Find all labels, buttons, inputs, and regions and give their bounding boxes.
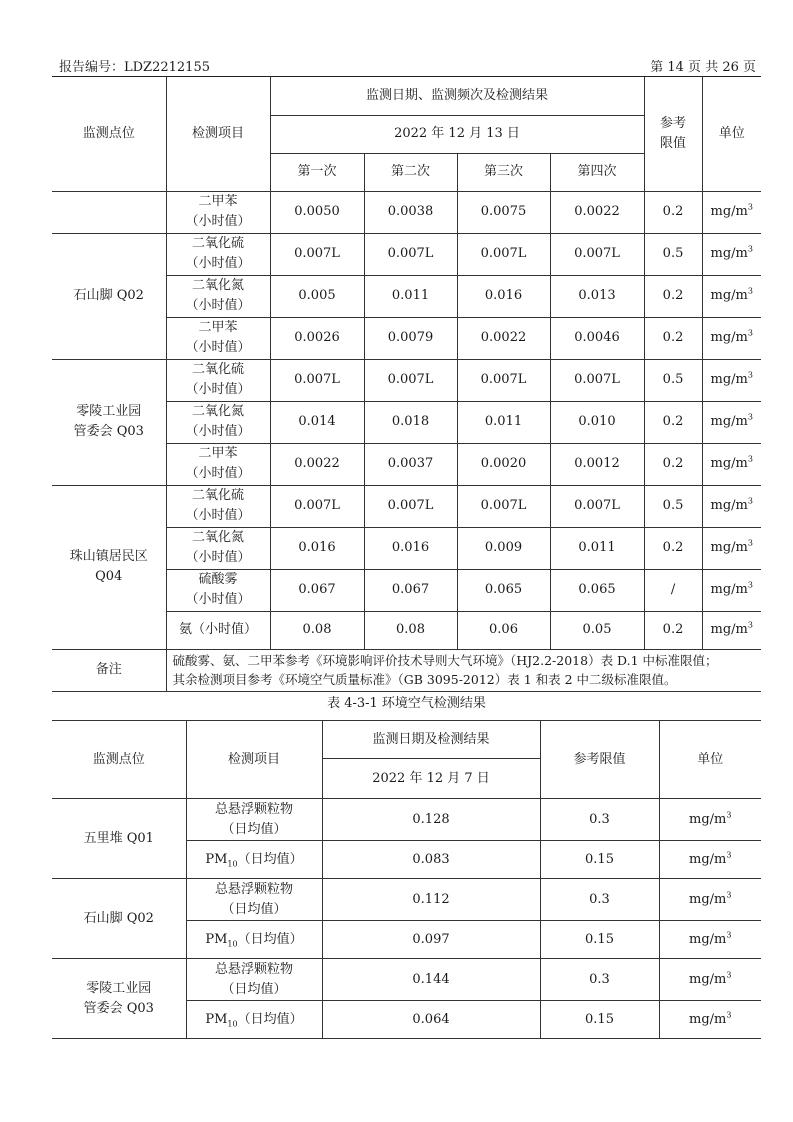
ref-cell: 0.3 — [540, 959, 659, 1001]
unit-cell: $mg/m^3$ — [659, 959, 761, 1001]
monitoring-table-dec7 — [52, 720, 761, 1039]
header-date: 2022 年 12 月 13 日 — [270, 115, 644, 153]
value-cell: 0.014 — [270, 401, 364, 443]
monitoring-table-dec13 — [52, 77, 761, 692]
table-row — [52, 485, 761, 527]
value-cell: 0.007L — [457, 359, 550, 401]
value-cell: 0.067 — [364, 569, 457, 611]
value-cell: 0.08 — [270, 611, 364, 649]
value-cell: 0.018 — [364, 401, 457, 443]
unit-cell: $mg/m^3$ — [702, 401, 761, 443]
header-point: 监测点位 — [52, 77, 166, 191]
header-unit: 单位 — [702, 77, 761, 191]
value-cell: 0.016 — [364, 527, 457, 569]
value-cell: 0.007L — [364, 233, 457, 275]
value-cell: 0.011 — [457, 401, 550, 443]
value-cell: 0.065 — [457, 569, 550, 611]
value-cell: 0.067 — [270, 569, 364, 611]
item-cell: 二甲苯 （小时值） — [166, 317, 270, 359]
value-cell: 0.083 — [322, 841, 540, 879]
point-cell-q03: 零陵工业园 管委会 Q03 — [52, 359, 166, 485]
value-cell: 0.007L — [364, 359, 457, 401]
ref-cell: 0.3 — [540, 879, 659, 921]
value-cell: 0.013 — [550, 275, 644, 317]
item-cell: 二氧化硫 （小时值） — [166, 359, 270, 401]
item-cell: 二甲苯 （小时值） — [166, 191, 270, 233]
header-item: 检测项目 — [166, 77, 270, 191]
point-cell-q03: 零陵工业园 管委会 Q03 — [52, 959, 186, 1039]
page-number: 第 14 页 共 26 页 — [650, 60, 756, 75]
item-cell: 总悬浮颗粒物 （日均值） — [186, 959, 322, 1001]
value-cell: 0.06 — [457, 611, 550, 649]
header-results-group: 监测日期、监测频次及检测结果 — [270, 77, 644, 115]
ref-cell: 0.2 — [644, 611, 702, 649]
value-cell: 0.007L — [457, 233, 550, 275]
item-cell: 二氧化硫 （小时值） — [166, 485, 270, 527]
table-row — [52, 359, 761, 401]
header-results-group: 监测日期及检测结果 — [322, 721, 540, 759]
item-cell: 氨（小时值） — [166, 611, 270, 649]
value-cell: 0.0022 — [270, 443, 364, 485]
unit-cell: $mg/m^3$ — [659, 921, 761, 959]
item-cell: 硫酸雾 （小时值） — [166, 569, 270, 611]
remark-text: 硫酸雾、氨、二甲苯参考《环境影响评价技术导则大气环境》（HJ2.2-2018）表 D.1 中标准限值； 其余检测项目参考《环境空气质量标准》（GB 3095-2012）表 1 和表 2 中二级标准限值。 — [166, 649, 761, 691]
ref-cell: 0.15 — [540, 921, 659, 959]
table-row — [52, 959, 761, 1001]
unit-cell: $mg/m^3$ — [659, 1001, 761, 1039]
item-cell: 二甲苯 （小时值） — [166, 443, 270, 485]
ref-cell: / — [644, 569, 702, 611]
unit-cell: $mg/m^3$ — [702, 443, 761, 485]
item-cell: 二氧化氮 （小时值） — [166, 401, 270, 443]
item-cell: 总悬浮颗粒物 （日均值） — [186, 799, 322, 841]
value-cell: 0.007L — [270, 359, 364, 401]
value-cell: 0.016 — [270, 527, 364, 569]
table-row — [52, 233, 761, 275]
value-cell: 0.007L — [550, 485, 644, 527]
ref-cell: 0.2 — [644, 401, 702, 443]
table-caption: 表 4-3-1 环境空气检测结果 — [327, 696, 486, 711]
unit-cell: $mg/m^3$ — [702, 317, 761, 359]
header-run-4: 第四次 — [550, 153, 644, 191]
item-cell: $PM_{10}$（日均值） — [186, 921, 322, 959]
unit-cell: $mg/m^3$ — [659, 879, 761, 921]
value-cell: 0.0079 — [364, 317, 457, 359]
header-ref-limit: 参考限值 — [540, 721, 659, 799]
value-cell: 0.007L — [550, 233, 644, 275]
ref-cell: 0.5 — [644, 233, 702, 275]
value-cell: 0.010 — [550, 401, 644, 443]
value-cell: 0.0046 — [550, 317, 644, 359]
unit-cell: $mg/m^3$ — [702, 275, 761, 317]
value-cell: 0.0050 — [270, 191, 364, 233]
value-cell: 0.007L — [270, 485, 364, 527]
item-cell: $PM_{10}$（日均值） — [186, 841, 322, 879]
value-cell: 0.0026 — [270, 317, 364, 359]
header-date: 2022 年 12 月 7 日 — [322, 759, 540, 799]
value-cell: 0.065 — [550, 569, 644, 611]
value-cell: 0.007L — [270, 233, 364, 275]
value-cell: 0.0037 — [364, 443, 457, 485]
value-cell: 0.05 — [550, 611, 644, 649]
value-cell: 0.0012 — [550, 443, 644, 485]
value-cell: 0.112 — [322, 879, 540, 921]
value-cell: 0.0022 — [550, 191, 644, 233]
value-cell: 0.144 — [322, 959, 540, 1001]
value-cell: 0.009 — [457, 527, 550, 569]
header-run-3: 第三次 — [457, 153, 550, 191]
value-cell: 0.08 — [364, 611, 457, 649]
item-cell: 总悬浮颗粒物 （日均值） — [186, 879, 322, 921]
unit-cell: $mg/m^3$ — [702, 359, 761, 401]
ref-cell: 0.3 — [540, 799, 659, 841]
value-cell: 0.007L — [457, 485, 550, 527]
value-cell: 0.011 — [364, 275, 457, 317]
value-cell: 0.0075 — [457, 191, 550, 233]
unit-cell: $mg/m^3$ — [702, 611, 761, 649]
ref-cell: 0.2 — [644, 191, 702, 233]
value-cell: 0.0022 — [457, 317, 550, 359]
remark-label: 备注 — [52, 649, 166, 691]
ref-cell: 0.2 — [644, 317, 702, 359]
unit-cell: $mg/m^3$ — [702, 485, 761, 527]
item-cell: 二氧化硫 （小时值） — [166, 233, 270, 275]
table-row — [52, 879, 761, 921]
point-cell-q02: 石山脚 Q02 — [52, 233, 166, 359]
point-cell-q04: 珠山镇居民区 Q04 — [52, 485, 166, 649]
report-number: 报告编号：LDZ2212155 — [59, 60, 210, 75]
unit-cell: $mg/m^3$ — [659, 841, 761, 879]
item-cell: $PM_{10}$（日均值） — [186, 1001, 322, 1039]
value-cell: 0.097 — [322, 921, 540, 959]
unit-cell: $mg/m^3$ — [659, 799, 761, 841]
value-cell: 0.005 — [270, 275, 364, 317]
page-header — [59, 52, 756, 74]
point-cell-q01: 五里堆 Q01 — [52, 799, 186, 879]
ref-cell: 0.5 — [644, 359, 702, 401]
ref-cell: 0.5 — [644, 485, 702, 527]
unit-cell: $mg/m^3$ — [702, 527, 761, 569]
header-run-2: 第二次 — [364, 153, 457, 191]
table-row — [52, 799, 761, 841]
value-cell: 0.0020 — [457, 443, 550, 485]
value-cell: 0.007L — [550, 359, 644, 401]
ref-cell: 0.15 — [540, 841, 659, 879]
ref-cell: 0.2 — [644, 443, 702, 485]
point-cell-continued — [52, 191, 166, 233]
remark-row — [52, 649, 761, 691]
value-cell: 0.128 — [322, 799, 540, 841]
header-run-1: 第一次 — [270, 153, 364, 191]
point-cell-q02: 石山脚 Q02 — [52, 879, 186, 959]
unit-cell: $mg/m^3$ — [702, 191, 761, 233]
header-unit: 单位 — [659, 721, 761, 799]
unit-cell: $mg/m^3$ — [702, 233, 761, 275]
value-cell: 0.007L — [364, 485, 457, 527]
value-cell: 0.0038 — [364, 191, 457, 233]
item-cell: 二氧化氮 （小时值） — [166, 527, 270, 569]
ref-cell: 0.2 — [644, 275, 702, 317]
value-cell: 0.064 — [322, 1001, 540, 1039]
value-cell: 0.016 — [457, 275, 550, 317]
ref-cell: 0.15 — [540, 1001, 659, 1039]
header-ref-limit: 参考 限值 — [644, 77, 702, 191]
header-point: 监测点位 — [52, 721, 186, 799]
table-row — [52, 191, 761, 233]
header-item: 检测项目 — [186, 721, 322, 799]
item-cell: 二氧化氮 （小时值） — [166, 275, 270, 317]
value-cell: 0.011 — [550, 527, 644, 569]
ref-cell: 0.2 — [644, 527, 702, 569]
unit-cell: $mg/m^3$ — [702, 569, 761, 611]
